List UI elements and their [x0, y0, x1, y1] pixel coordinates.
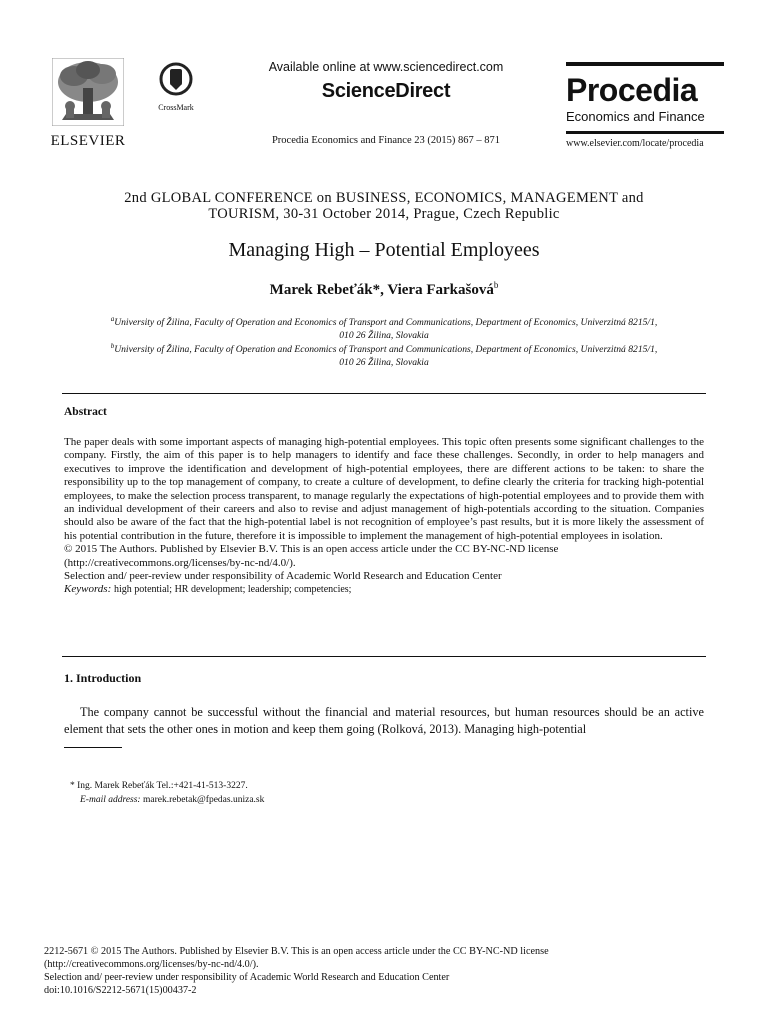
- crossmark-label: CrossMark: [158, 103, 194, 112]
- affiliation-a-mark: a: [110, 315, 115, 323]
- affiliation-b-mark: b: [110, 342, 115, 350]
- introduction-heading: 1. Introduction: [64, 671, 142, 685]
- journal-url[interactable]: www.elsevier.com/locate/procedia: [566, 138, 704, 149]
- elsevier-tree-icon: [52, 58, 124, 126]
- conference-line-2: TOURISM, 30-31 October 2014, Prague, Czech Republic: [208, 206, 560, 222]
- email-address[interactable]: marek.rebetak@fpedas.uniza.sk: [142, 795, 265, 805]
- conference-title: [60, 190, 708, 222]
- bottom-issn-line: 2212-5671 © 2015 The Authors. Published by Elsevier B.V. This is an open access article under the CC BY-NC-ND license: [44, 946, 549, 957]
- procedia-subtitle: Economics and Finance: [566, 109, 705, 124]
- affiliation-b-line1: University of Žilina, Faculty of Operation and Economics of Transport and Communications, Department of Economics, Univerzitná 8215/1,: [114, 344, 658, 356]
- divider-top: [62, 393, 706, 394]
- footnote-contact: * Ing. Marek Rebeťák Tel.:+421-41-513-3227.: [70, 781, 248, 791]
- author-list: [60, 280, 708, 299]
- abstract-heading: Abstract: [64, 406, 107, 418]
- procedia-title: Procedia: [566, 72, 698, 108]
- affiliation-a: [64, 313, 704, 342]
- affiliation-a-line2: 010 26 Žilina, Slovakia: [339, 330, 429, 342]
- affiliation-a-line1: University of Žilina, Faculty of Operation and Economics of Transport and Communications, Department of Economics, Univerzitná 8215/1,: [114, 317, 658, 329]
- license-line-1: © 2015 The Authors. Published by Elsevier B.V. This is an open access article under the CC BY-NC-ND license: [64, 543, 559, 556]
- sciencedirect-brand: ScienceDirect: [321, 80, 451, 102]
- abstract-section: [64, 436, 704, 597]
- masthead-bottom-rule: [566, 131, 724, 134]
- author-affiliation-mark: b: [493, 280, 499, 290]
- affiliation-b-line2: 010 26 Žilina, Slovakia: [339, 357, 429, 369]
- keywords-text: high potential; HR development; leadership; competencies;: [114, 584, 352, 596]
- divider-bottom: [62, 656, 706, 657]
- keywords-label: Keywords:: [64, 583, 112, 596]
- conference-line-1: 2nd GLOBAL CONFERENCE on BUSINESS, ECONOMICS, MANAGEMENT and: [124, 190, 644, 206]
- available-online-text: Available online at www.sciencedirect.com: [268, 60, 504, 74]
- bottom-license-block: [44, 945, 684, 997]
- masthead-top-rule: [566, 62, 724, 66]
- license-line-2[interactable]: (http://creativecommons.org/licenses/by-nc-nd/4.0/).: [64, 556, 296, 569]
- peer-review-text: Selection and/ peer-review under responsibility of Academic World Research and Education Center: [64, 570, 502, 583]
- bottom-license-url[interactable]: (http://creativecommons.org/licenses/by-nc-nd/4.0/).: [44, 959, 259, 970]
- authors-text: Marek Rebeťák*, Viera Farkašová: [269, 282, 494, 298]
- elsevier-wordmark: ELSEVIER: [50, 133, 126, 149]
- affiliation-b: [64, 340, 704, 369]
- journal-reference: Procedia Economics and Finance 23 (2015) 867 – 871: [271, 135, 501, 146]
- procedia-masthead: [566, 62, 724, 149]
- bottom-peer-review: Selection and/ peer-review under responsibility of Academic World Research and Education Center: [44, 972, 450, 983]
- abstract-text: The paper deals with some important aspects of managing high-potential employees. This topic often presents some significant challenges to the company. Firstly, the aim of this paper is to help managers to identify and face these challenges. Secondly, in order to help managers and executives to improve the identification and development of high-potential employees, there are different actions to be taken: to share the responsibility up to the top management of company, to create a culture of development, to define clearly the criteria for tracking high-potential employees, to make the selection process transparent, to manage regularly the expectations of high-potential employees and to provide them with an individual development of their careers and also to revise and adjust management of high-potentials according to the situation. Companies should also be aware of the fact that the high-potential label is not recognition of employee’s past results, but it is more likely the assessment of his potential contribution in the future, therefore it is impossible to implement the management of high-potential employees in isolation.: [64, 436, 704, 542]
- introduction-text: The company cannot be successful without the financial and material resources, but human resources should be an active element that sets the other ones in motion and keep them going (Rolková, 2013). Managing high-potential: [64, 705, 704, 736]
- keywords-row: [64, 583, 704, 596]
- footnote-email-row: [80, 794, 580, 807]
- footnote-rule: [64, 747, 122, 748]
- crossmark-badge[interactable]: [150, 62, 202, 112]
- crossmark-icon: [159, 62, 193, 96]
- paper-title: Managing High – Potential Employees: [228, 239, 540, 261]
- bottom-doi[interactable]: doi:10.1016/S2212-5671(15)00437-2: [44, 985, 197, 996]
- email-label: E-mail address:: [80, 795, 141, 805]
- elsevier-logo: [46, 58, 130, 149]
